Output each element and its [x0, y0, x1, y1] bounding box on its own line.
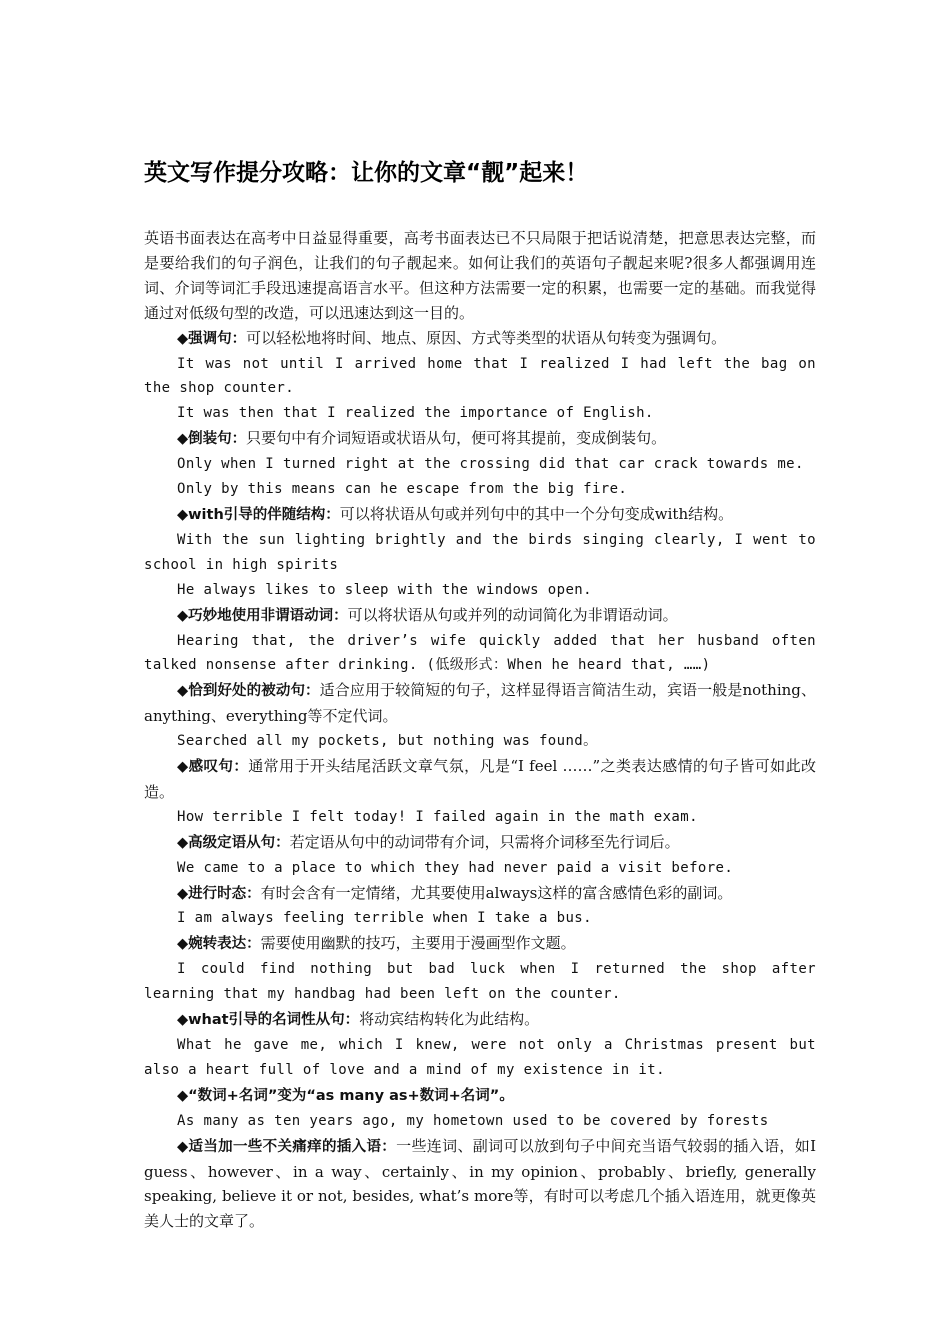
- section-description: 通常用于开头结尾活跃文章气氛，凡是“I feel ……”之类表达感情的句子皆可如此改造。: [144, 757, 816, 801]
- example-sentence: He always likes to sleep with the windows open.: [177, 581, 592, 598]
- example-sentence: Only by this means can he escape from the big fire.: [177, 481, 628, 498]
- section-description: 一些连词、副词可以放到句子中间充当语气较弱的插入语，如I guess、however、in a way、certainly、in my opinion、probably、briefly, generally speaking, believe it or not, besides, what’s more等，有时可以考虑几个插入语连用，就更像英美人士的文章了。: [144, 1136, 816, 1231]
- section-paragraph: [144, 603, 816, 629]
- section-description: 可以将状语从句或并列的动词简化为非谓语动词。: [347, 605, 678, 624]
- example-sentence: As many as ten years ago, my hometown used to be covered by forests: [177, 1112, 769, 1129]
- example-sentence: How terrible I felt today! I failed again in the math exam.: [177, 808, 698, 825]
- section-heading: ◆巧妙地使用非谓语动词：: [177, 607, 348, 624]
- section-description: 可以将状语从句或并列句中的其中一个分句变成with结构。: [339, 504, 734, 523]
- section-paragraph: [144, 426, 816, 452]
- section-paragraph: [144, 1134, 816, 1235]
- section-paragraph: [144, 1007, 816, 1033]
- example-sentence: I am always feeling terrible when I take a bus.: [177, 910, 592, 927]
- section-paragraph: [144, 881, 816, 907]
- intro-paragraph: 英语书面表达在高考中日益显得重要，高考书面表达已不只局限于把话说清楚，把意思表达完整，而是要给我们的句子润色，让我们的句子靓起来。如何让我们的英语句子靓起来呢?很多人都强调用连词、介词等词汇手段迅速提高语言水平。但这种方法需要一定的积累，也需要一定的基础。而我觉得通过对低级句型的改造，可以迅速达到这一目的。: [144, 229, 816, 322]
- example-sentence: It was then that I realized the importance of English.: [177, 405, 654, 422]
- section-heading: ◆what引导的名词性从句：: [177, 1012, 360, 1029]
- example-sentence: It was not until I arrived home that I realized I had left the bag on the shop counter.: [144, 355, 816, 397]
- section-description: 需要使用幽默的技巧，主要用于漫画型作文题。: [260, 934, 576, 953]
- section-description: 若定语从句中的动词带有介词，只需将介词移至先行词后。: [289, 832, 680, 851]
- example-sentence: Searched all my pockets, but nothing was found。: [177, 733, 598, 750]
- section-paragraph: [144, 326, 816, 352]
- section-heading: ◆强调句：: [177, 330, 247, 347]
- section-description: 有时会含有一定情绪，尤其要使用always这样的富含感情色彩的副词。: [260, 883, 733, 902]
- section-paragraph: [144, 931, 816, 957]
- section-heading: ◆婉转表达：: [177, 936, 261, 953]
- section-heading: ◆适当加一些不关痛痒的插入语：: [177, 1138, 397, 1155]
- section-heading: ◆“数词+名词”变为“as many as+数词+名词”。: [177, 1087, 514, 1104]
- section-paragraph: [144, 830, 816, 856]
- example-sentence: What he gave me, which I knew, were not only a Christmas present but also a heart full of love and a mind of my existence in it.: [144, 1037, 816, 1078]
- section-description: 只要句中有介词短语或状语从句，便可将其提前，变成倒装句。: [246, 429, 667, 448]
- section-heading: ◆进行时态：: [177, 885, 261, 902]
- document-title: 英文写作提分攻略：让你的文章“靓”起来！: [144, 160, 589, 186]
- document-body: [144, 226, 816, 1234]
- section-description: 可以轻松地将时间、地点、原因、方式等类型的状语从句转变为强调句。: [246, 328, 727, 347]
- example-sentence: I could find nothing but bad luck when I returned the shop after learning that my handbag had been left on the counter.: [144, 961, 816, 1003]
- section-description: 适合应用于较简短的句子，这样显得语言简洁生动，宾语一般是nothing、anything、everything等不定代词。: [144, 681, 816, 726]
- example-sentence: Hearing that, the driver’s wife quickly added that her husband often talked nonsense after drinking. (低级形式：When he heard that, ……): [144, 632, 816, 674]
- section-paragraph: [144, 502, 816, 528]
- section-paragraph: [144, 754, 816, 805]
- section-paragraph: [144, 678, 816, 729]
- section-description: 将动宾结构转化为此结构。: [359, 1010, 540, 1029]
- section-heading: ◆恰到好处的被动句：: [177, 683, 320, 700]
- example-sentence: With the sun lighting brightly and the birds singing clearly, I went to school in high spirits: [144, 531, 816, 573]
- section-heading: ◆高级定语从句：: [177, 834, 290, 851]
- section-heading: ◆感叹句：: [177, 759, 249, 776]
- section-heading: ◆倒装句：: [177, 431, 247, 448]
- section-heading: ◆with引导的伴随结构：: [177, 506, 340, 523]
- example-sentence: Only when I turned right at the crossing did that car crack towards me.: [177, 456, 804, 473]
- example-sentence: We came to a place to which they had never paid a visit before.: [177, 859, 734, 876]
- section-paragraph: [144, 1083, 816, 1109]
